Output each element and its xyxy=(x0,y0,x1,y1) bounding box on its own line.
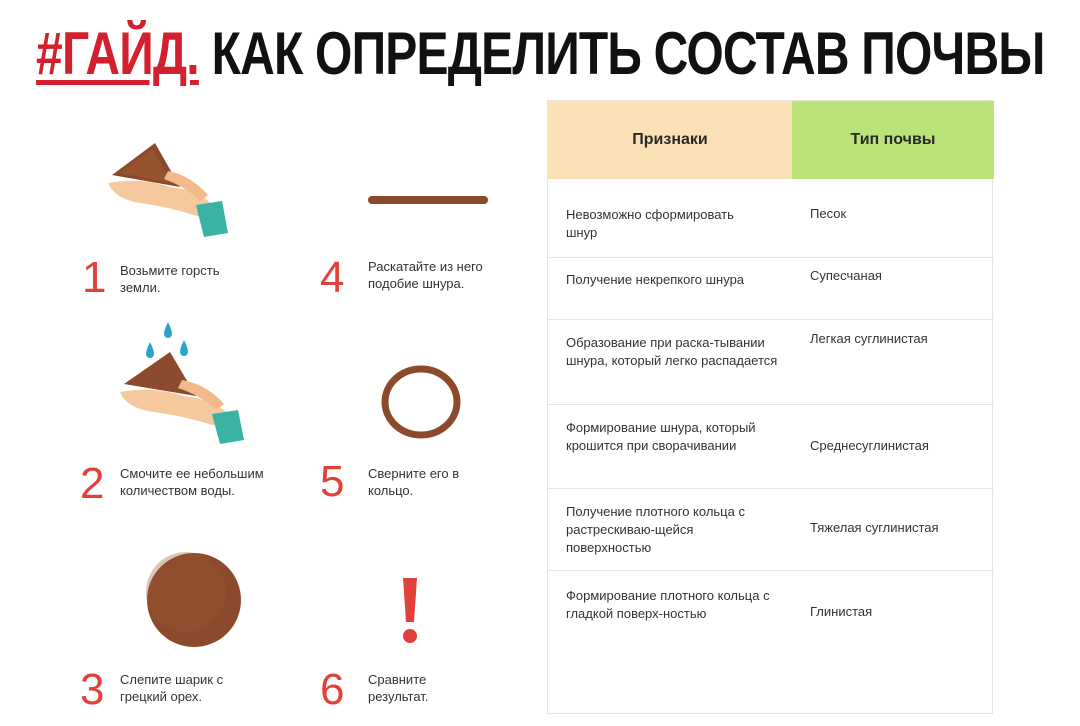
hand-with-soil-icon xyxy=(100,135,230,240)
soil-ball-icon xyxy=(146,552,242,648)
step-number: 3 xyxy=(80,665,105,714)
table-row xyxy=(548,258,994,320)
row-sign: Получение плотного кольца с растрескиваю-щейся поверхностью xyxy=(566,504,745,555)
row-soil: Среднесуглинистая xyxy=(810,438,929,453)
soil-ring-icon xyxy=(378,362,464,442)
row-sign: Невозможно сформировать шнур xyxy=(566,207,734,240)
row-soil: Тяжелая суглинистая xyxy=(810,520,939,535)
wet-soil-hand-icon xyxy=(110,318,250,448)
soil-type-table xyxy=(547,100,993,714)
step-number: 4 xyxy=(320,253,345,302)
table-header xyxy=(548,101,994,179)
header-signs: Признаки xyxy=(548,101,792,179)
step-text: Смочите ее небольшим количеством воды. xyxy=(120,466,264,498)
step-text: Раскатайте из него подобие шнура. xyxy=(368,259,483,291)
soil-cord-icon xyxy=(366,190,490,210)
row-sign: Формирование плотного кольца с гладкой поверх-ностью xyxy=(566,588,770,621)
table-row xyxy=(548,405,994,489)
row-sign: Получение некрепкого шнура xyxy=(566,272,745,287)
step-number: 6 xyxy=(320,665,345,714)
step-text: Сравните результат. xyxy=(368,672,429,704)
row-sign: Образование при раска-тывании шнура, который легко распадается xyxy=(566,335,778,368)
step-text: Сверните его в кольцо. xyxy=(368,466,460,498)
row-soil: Песок xyxy=(810,206,847,221)
step-number: 2 xyxy=(80,459,105,508)
step-text: Слепите шарик с грецкий орех. xyxy=(120,672,224,704)
table-row xyxy=(548,320,994,405)
row-soil: Супесчаная xyxy=(810,268,882,283)
row-soil: Глинистая xyxy=(810,604,873,619)
row-soil: Легкая суглинистая xyxy=(810,331,928,346)
step-number: 5 xyxy=(320,457,345,506)
title-text: КАК ОПРЕДЕЛИТЬ СОСТАВ ПОЧВЫ xyxy=(211,19,1045,87)
table-row xyxy=(548,489,994,571)
guide-tag: #ГАЙД. xyxy=(35,19,199,87)
page-title xyxy=(0,8,1080,98)
exclamation-icon xyxy=(398,578,422,644)
row-sign: Формирование шнура, который крошится при сворачивании xyxy=(566,420,756,453)
step-number: 1 xyxy=(82,253,107,302)
header-soil-type: Тип почвы xyxy=(792,101,994,179)
step-text: Возьмите горсть земли. xyxy=(120,263,220,295)
table-row xyxy=(548,571,994,714)
table-row xyxy=(548,179,994,258)
